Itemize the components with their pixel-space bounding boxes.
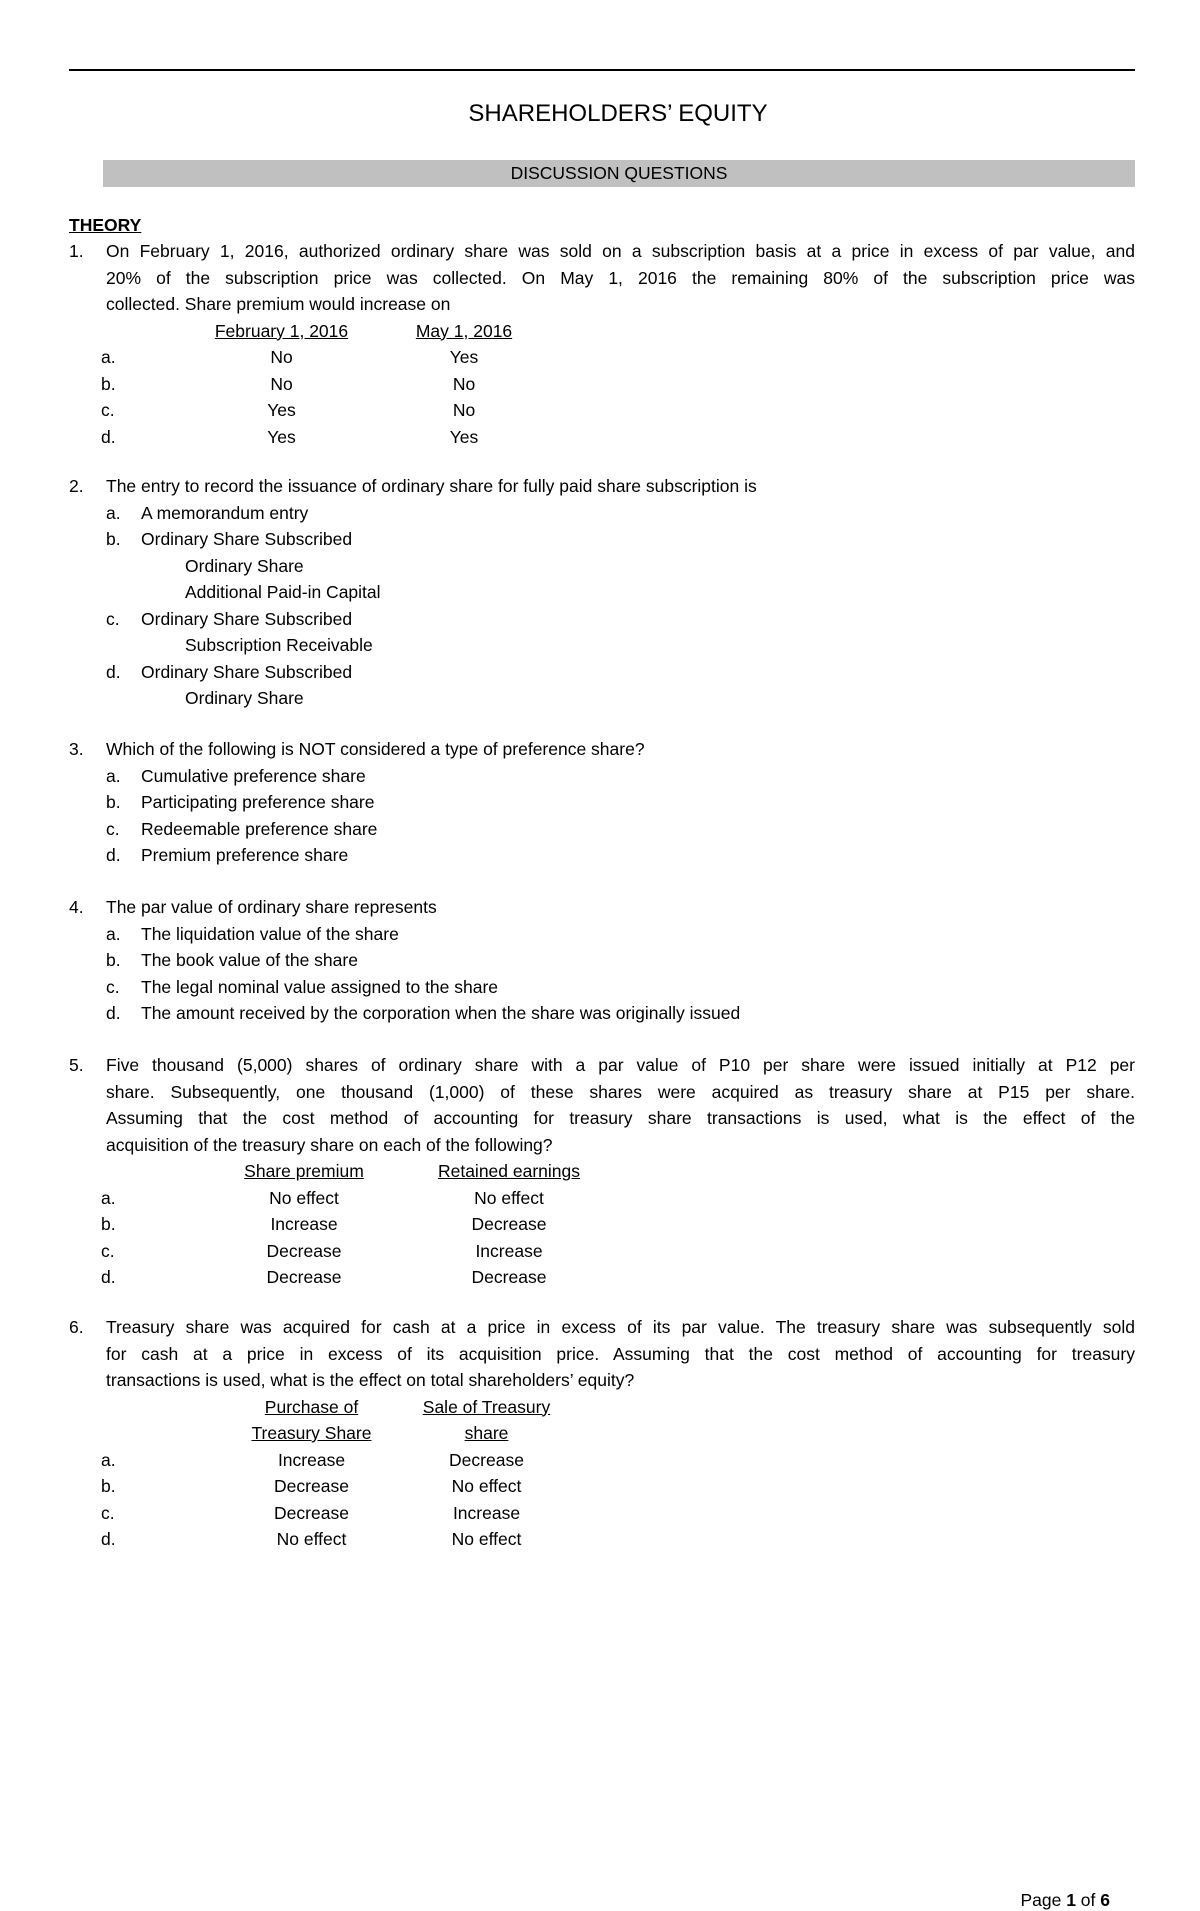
option-row: a. The liquidation value of the share [69,921,1135,948]
question-text-line: Treasury share was acquired for cash at a price in excess of its par value. The treasury share was subsequently sold [106,1317,1135,1337]
page-number [1020,1890,1110,1911]
option-letter: b. [101,373,116,394]
question-text-line: The par value of ordinary share represents [106,897,437,917]
option-row [69,1500,1135,1527]
column-header: Purchase of [264,1396,359,1417]
option-text: Cumulative preference share [141,765,366,786]
option-value: Yes [449,426,479,447]
option-text: A memorandum entry [141,502,309,523]
option-row [69,1185,1135,1212]
option-row: d. Ordinary Share Subscribed [69,659,1135,686]
question-text-line: The entry to record the issuance of ordinary share for fully paid share subscription is [106,476,757,496]
document-title: SHAREHOLDERS’ EQUITY [468,100,768,127]
column-header: Treasury Share [251,1423,372,1443]
option-row [69,344,1135,371]
option-value: Decrease [274,1502,349,1523]
question-1 [69,238,1135,450]
option-value: No effect [451,1476,522,1496]
column-header: Retained earnings [437,1161,581,1181]
option-text: Redeemable preference share [141,818,378,839]
journal-entry-line: Ordinary Share [185,555,304,576]
option-row [69,371,1135,398]
option-text: Ordinary Share Subscribed [141,661,353,682]
page-separator: of [1075,1890,1101,1910]
option-value: Yes [267,426,296,447]
option-letter: d. [101,1267,116,1287]
question-text-line: for cash at a price in excess of its acquisition price. Assuming that the cost method of accounting for treasury [106,1343,1135,1364]
question-text-line: acquisition of the treasury share on each of the following? [106,1134,553,1155]
option-value: Yes [449,347,479,367]
option-value: Decrease [471,1267,547,1287]
option-letter: b. [101,1476,116,1496]
option-letter: d. [101,1529,116,1549]
option-value: No [452,373,476,394]
column-header: Sale of Treasury [422,1396,551,1417]
option-row: a. A memorandum entry [69,500,1135,527]
option-row [69,1526,1135,1553]
total-pages: 6 [1100,1890,1110,1910]
question-text-line: On February 1, 2016, authorized ordinary share was sold on a subscription basis at a price in excess of par value, and [106,241,1135,261]
option-value: Decrease [471,1214,547,1234]
option-letter: c. [101,1502,115,1523]
option-value: No [452,400,476,420]
question-text-line: share. Subsequently, one thousand (1,000) of these shares were acquired as treasury share at P15 per share. [106,1081,1135,1102]
option-value: Decrease [274,1476,349,1496]
journal-entry-line: Subscription Receivable [185,635,373,655]
question-number: 4. [69,897,84,917]
column-header: May 1, 2016 [415,320,513,341]
question-2 [69,473,1135,712]
section-banner [103,160,1135,187]
option-row: b. Participating preference share [69,789,1135,816]
column-header: February 1, 2016 [214,320,349,341]
question-number: 3. [69,739,84,759]
option-text: The liquidation value of the share [141,923,399,944]
option-row: c. The legal nominal value assigned to the share [69,974,1135,1001]
option-text: The legal nominal value assigned to the share [141,976,499,997]
option-text: Ordinary Share Subscribed [141,529,353,549]
option-row: a. Cumulative preference share [69,763,1135,790]
question-text-line: transactions is used, what is the effect on total shareholders’ equity? [106,1370,635,1390]
option-letter: a. [101,1449,116,1470]
current-page: 1 [1066,1890,1076,1910]
question-number: 5. [69,1055,84,1075]
option-letter: c. [101,400,115,420]
option-text: Participating preference share [141,792,375,812]
question-text-line: Five thousand (5,000) shares of ordinary share with a par value of P10 per share were issued initially at P12 per [106,1055,1135,1075]
option-row [69,1238,1135,1265]
question-number: 6. [69,1317,84,1337]
option-value: No [270,373,293,394]
option-letter: a. [101,347,116,367]
option-value: Decrease [266,1240,342,1261]
option-letter: a. [101,1187,116,1208]
option-value: Decrease [266,1267,342,1287]
option-value: No effect [276,1529,347,1549]
option-row: b. Ordinary Share Subscribed [69,526,1135,553]
option-value: No effect [269,1187,339,1208]
option-row [69,1447,1135,1474]
question-text-line: collected. Share premium would increase on [106,294,451,314]
column-header: Share premium [244,1161,364,1181]
option-value: Increase [270,1214,338,1234]
option-text: The book value of the share [141,950,358,970]
header-rule [69,69,1135,71]
option-text: Ordinary Share Subscribed [141,608,353,629]
option-row: b. The book value of the share [69,947,1135,974]
question-text-line: 20% of the subscription price was collected. On May 1, 2016 the remaining 80% of the subscription price was [106,267,1135,288]
question-text-line: Assuming that the cost method of accounting for treasury share transactions is used, what is the effect of the [106,1108,1135,1128]
option-letter: c. [101,1240,115,1261]
question-4 [69,894,1135,1027]
option-letter: d. [101,426,116,447]
option-value: No effect [451,1529,522,1549]
option-row: d. The amount received by the corporation when the share was originally issued [69,1000,1135,1027]
option-value: Yes [267,400,296,420]
option-value: Increase [452,1502,521,1523]
question-number: 1. [69,241,84,261]
question-3 [69,736,1135,869]
option-row [69,1473,1135,1500]
option-letter: b. [101,1214,116,1234]
option-row: c. Ordinary Share Subscribed [69,606,1135,633]
option-row [69,397,1135,424]
option-value: Increase [475,1240,543,1261]
page-label: Page [1020,1890,1067,1910]
option-value: Decrease [449,1449,524,1470]
option-text: The amount received by the corporation when the share was originally issued [141,1003,741,1023]
question-5 [69,1052,1135,1291]
question-text-line: Which of the following is NOT considered a type of preference share? [106,739,645,759]
option-row [69,1211,1135,1238]
question-6 [69,1314,1135,1553]
option-row: c. Redeemable preference share [69,816,1135,843]
journal-entry-line: Additional Paid-in Capital [185,582,381,602]
option-value: Increase [277,1449,346,1470]
option-value: No effect [474,1187,544,1208]
option-row: d. Premium preference share [69,842,1135,869]
question-number: 2. [69,476,84,496]
column-header: share [464,1423,509,1443]
option-row [69,424,1135,451]
theory-subheading: THEORY [69,215,142,235]
journal-entry-line: Ordinary Share [185,688,304,708]
option-text: Premium preference share [141,845,349,865]
option-value: No [270,347,293,367]
section-title: DISCUSSION QUESTIONS [510,163,728,183]
option-row [69,1264,1135,1291]
